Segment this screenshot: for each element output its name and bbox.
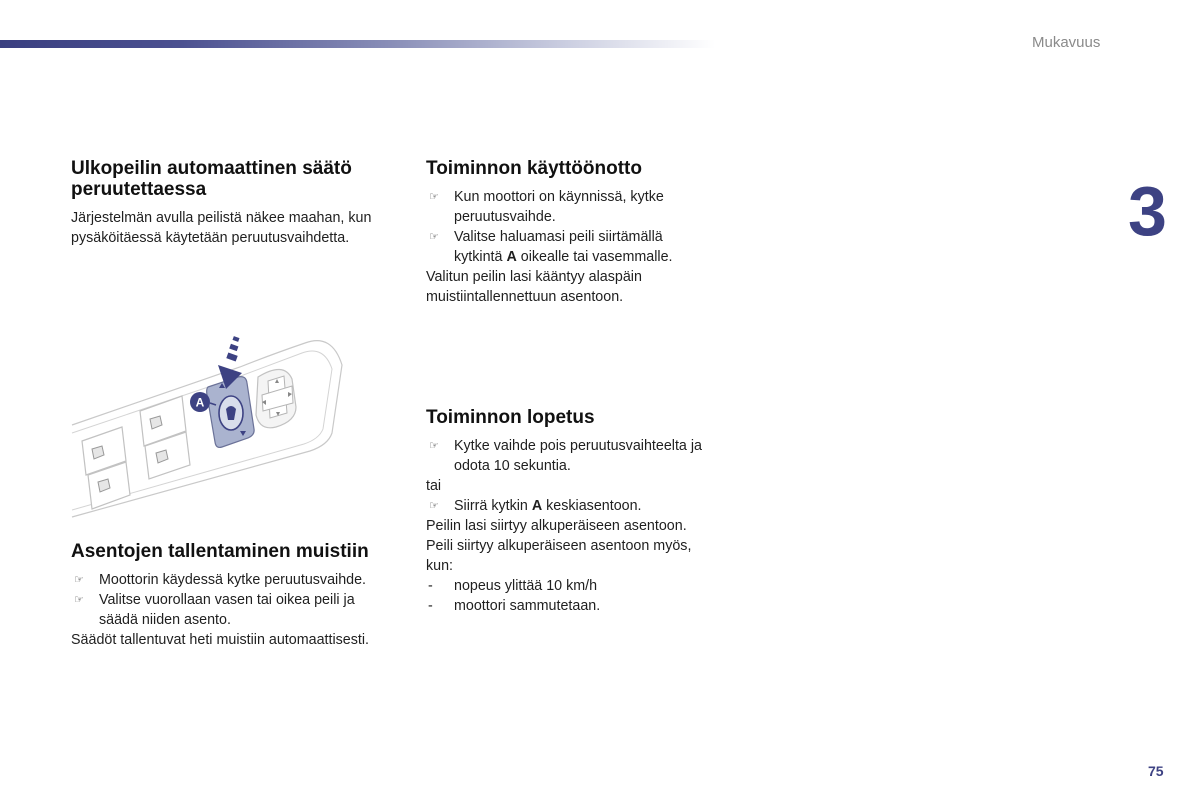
section-heading: Asentojen tallentaminen muistiin: [71, 541, 369, 562]
item-text: kytkintä: [454, 249, 507, 265]
section-text: [426, 267, 746, 307]
item-text: moottori sammutetaan.: [454, 598, 601, 614]
section-text: [426, 516, 746, 576]
section-heading: Toiminnon käyttöönotto: [426, 158, 642, 179]
bullet-hand-icon: ☞: [429, 191, 439, 203]
item-text: Valitse haluamasi peili siirtämällä: [454, 229, 663, 245]
switch-label: A: [506, 249, 517, 265]
item-text: Valitse vuorollaan vasen tai oikea peili ja: [99, 592, 355, 608]
section-text: [71, 208, 411, 248]
bullet-hand-icon: ☞: [429, 231, 439, 243]
item-text: odota 10 sekuntia.: [454, 458, 571, 474]
section-title: Mukavuus: [1032, 34, 1101, 51]
list-item: [426, 436, 746, 476]
list-item: [426, 496, 746, 516]
bullet-hand-icon: ☞: [74, 594, 84, 606]
figure-label: A: [195, 395, 205, 410]
list-item: [426, 227, 746, 267]
section-deactivation: [426, 407, 746, 616]
dash-marker: -: [428, 598, 433, 614]
section-heading: [71, 158, 411, 200]
bullet-hand-icon: ☞: [429, 440, 439, 452]
item-text: Kytke vaihde pois peruutusvaihteelta ja: [454, 438, 702, 454]
text-line: Peilin lasi siirtyy alkuperäiseen asentoon.: [426, 518, 687, 534]
bullet-hand-icon: ☞: [74, 574, 84, 586]
item-text: Moottorin käydessä kytke peruutusvaihde.: [99, 572, 367, 588]
heading-line: peruutettaessa: [71, 179, 207, 200]
text-line: Peili siirtyy alkuperäiseen asentoon myös,: [426, 538, 692, 554]
item-text: Kun moottori on käynnissä, kytke: [454, 189, 664, 205]
item-text: Siirrä kytkin: [454, 498, 532, 514]
bullet-hand-icon: ☞: [429, 500, 439, 512]
list-item: [71, 570, 411, 590]
item-text: keskiasentoon.: [542, 498, 642, 514]
list-item: [71, 590, 411, 630]
page-number: 75: [1148, 763, 1164, 779]
text-line: pysäköitäessä käytetään peruutusvaihdetta.: [71, 230, 350, 246]
mirror-adjust-pad: [256, 369, 296, 427]
mirror-selector-knob: [207, 377, 254, 448]
heading-line: Ulkopeilin automaattinen säätö: [71, 158, 352, 179]
item-text: säädä niiden asento.: [99, 612, 231, 628]
switch-label: A: [531, 498, 543, 514]
dash-list-item: [426, 576, 746, 596]
text-line: Järjestelmän avulla peilistä näkee maahan, kun: [71, 210, 372, 226]
dash-marker: -: [428, 578, 433, 594]
text-line: Valitun peilin lasi kääntyy alaspäin: [426, 269, 642, 285]
item-text: peruutusvaihde.: [454, 209, 556, 225]
item-text: nopeus ylittää 10 km/h: [454, 578, 598, 594]
section-store-positions: [71, 541, 411, 650]
section-text: Säädöt tallentuvat heti muistiin automaattisesti.: [71, 632, 370, 648]
list-item: [426, 187, 746, 227]
switch-panel-drawing: [70, 325, 375, 520]
section-mirror-auto-adjust: [71, 158, 411, 248]
item-text: oikealle tai vasemmalle.: [516, 249, 673, 265]
text-line: muistiintallennettuun asentoon.: [426, 289, 624, 305]
dash-list-item: [426, 596, 746, 616]
section-activation: [426, 158, 746, 307]
text-line: kun:: [426, 558, 454, 574]
chapter-number: 3: [1128, 172, 1167, 250]
header-gradient-bar: [0, 40, 715, 48]
mirror-switch-illustration: [70, 325, 375, 520]
section-heading: Toiminnon lopetus: [426, 407, 595, 428]
or-text: tai: [426, 478, 442, 494]
